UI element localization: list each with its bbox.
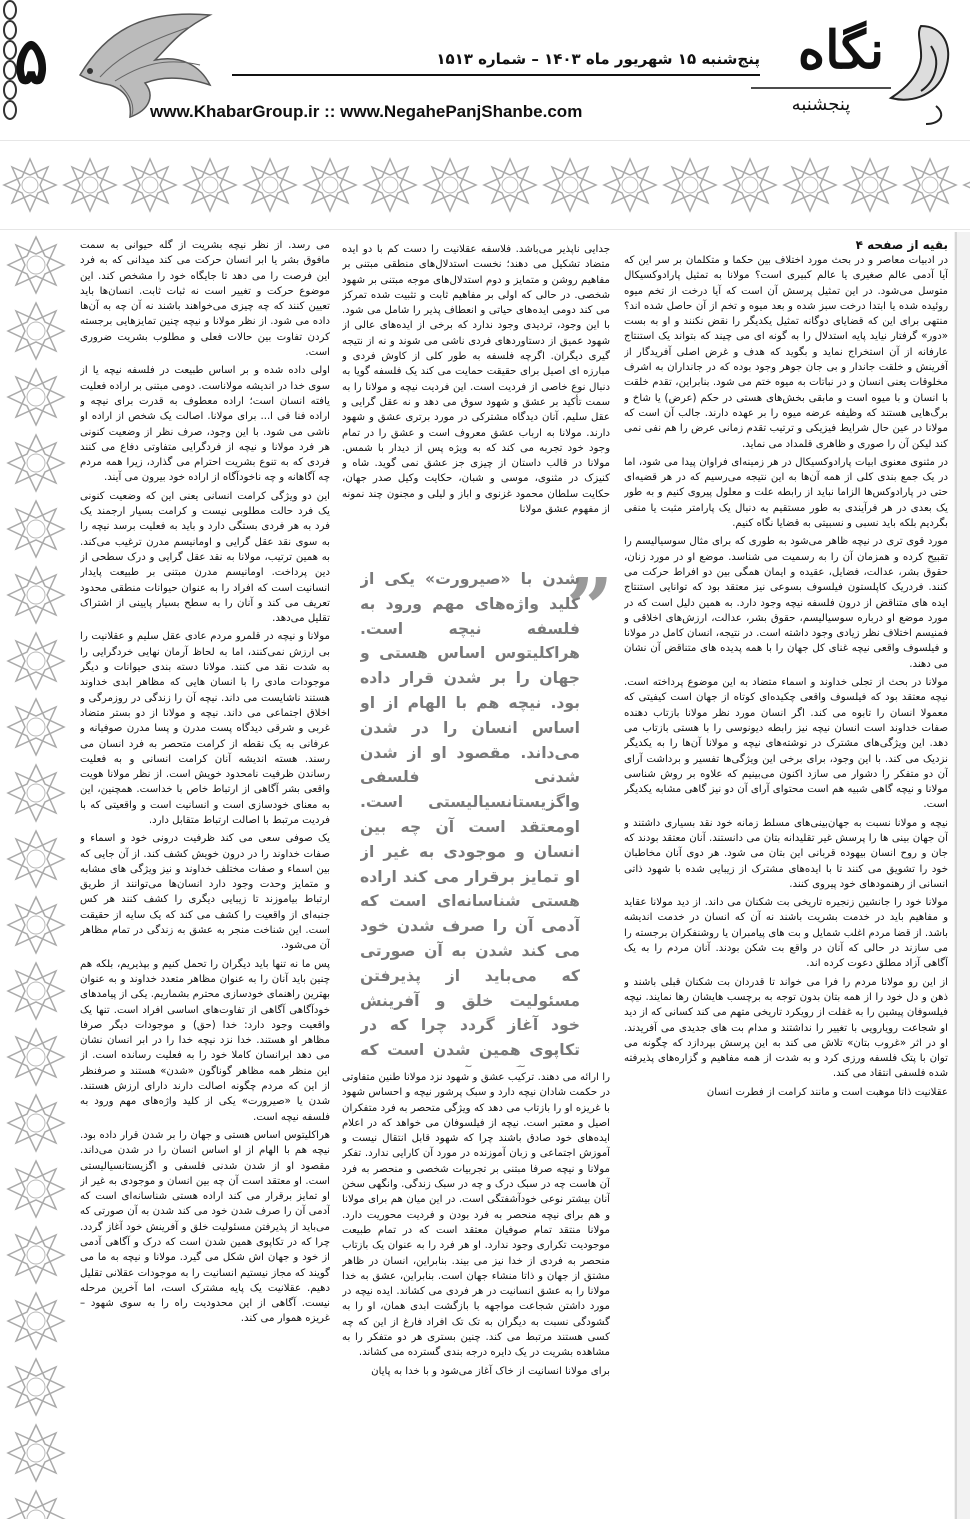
column-2-bottom-paragraph-2: برای مولانا انسانیت از خاک آغاز می‌شود و با خدا به پایان bbox=[371, 1365, 610, 1377]
continued-heading: بقیه از صفحه ۴ bbox=[855, 238, 948, 252]
page-header bbox=[0, 0, 970, 140]
column-2-bottom-paragraph-1: را ارائه می دهند. ترکیب عشق و شهود نزد مولانا طنین متفاوتی در حکمت شادان نیچه دارد و سبک پرشور نیچه و احساس شهود با غریزه او را بازتاب می دهد که ویژگی متحصر به فرد متفکران اصیل و معتبر است. نیچه از فیلسوفان می خواهد که در اعلام ایده‌های خود صادق باشند چرا که شهود قابل انتقال نیست و آموزش اجتماعی و زبان آموزنده در مورد آن کارایی ندارد. تفکر مولانا و نیچه صرفا مبتنی بر تجربیات شخصی و منحصر به فرد آن هاست چه در سبک درک و چه در سبک زندگی. وانگهی سخن آنان بیشتر نوعی خودآشفتگی است. در این میان هم برای مولانا و هم برای نیچه منحصر به فرد بودن و فردیت محوریت دارد. مولانا منتقد تمام صوفیان معتقد است که در تمام طبیعت موجودیت تکراری وجود ندارد. او هر فرد را به عنوان یک بازتاب منحصر به فردی از خدا نیز می بیند. بنابراین، انسان در ظاهر مشتق از جهان و ذاتا منشاء جهان است. بنابراین، عشق به خدا مولانا را به عشق انسانیت در هر فردی می کشاند. ایده نیچه در مورد داشتن شجاعت مواجهه با بازگشت ابدی همان، او را به گشودگی نسبت به دیگران به تک تک افراد فارغ از این که چه کسی هستند مرتبط می کند. چنین بستری هر دو متفکر را به مشاهده بشریت در یک دایره درجه بندی گسترده می کشاند. bbox=[342, 1072, 610, 1359]
quotation-mark-icon: ” bbox=[566, 561, 614, 657]
column-2-top-paragraph: جدایی ناپذیر می‌باشد. فلاسفه عقلانیت را دست کم با دو ایده متضاد تشکیل می دهند؛ نخست استدلال‌های منطقی مبتنی بر مفاهیم روشن و متمایز و دوم استدلال‌های موجه مبتنی بر شهود شخصی. در حالی که اولی بر مفاهیم ثابت و تثبیت شده تمرکز می کند دومی ایده‌های حیاتی و انعطاف پذیر را شامل می شود. با این وجود، تردیدی وجود ندارد که برخی از ایده‌های عالی از شهود عمیق از دستاوردهای فردی ناشی می شوند و نه از نتیجه گیری دیگران. اگرچه فلسفه به طور کلی از کاوش فردی و مبارزه ای اصیل برای حقیقت حمایت می کند یک فلسفه گویا به دنبال نوع خاصی از فردیت است. این فردیت نیچه و مولانا را به سمت تأکید بر عشق و شهود سوق می دهد و نه عقل گرایی و عقل سلیم. آنان دیدگاه مشترکی در مورد برتری عشق و شهود دارند. مولانا به ارباب عشق معروف است و عشق را در تمام وجود خود تجربه می کند که به ویژه پس از دیدار با شمس. مولانا در قالب داستان از چیزی جز عشق نمی گوید. شاه و کنیزک در مثنوی، موسی و شبان، حکایت وکیل صدر جهان، حکایت سلطان محمود غزنوی و اباز و لیلی و مجنون چند نمونه از مفهوم عشق مولانا bbox=[342, 244, 610, 516]
logo-text: نگاه bbox=[797, 20, 885, 81]
page-number: ۵ bbox=[14, 24, 49, 99]
column-1-paragraph-2: در مثنوی معنوی ابیات پارادوکسیکال در هر زمینه‌ای فراوان پیدا می شود، اما در یک جمع بندی کلی از همه آن‌ها به این نتیجه می‌رسیم که در هر قضیه‌ای حتی در پارادوکس‌ها الزاما نباید از رابطه علت و معلول پیروی کنیم و به طور یک بعدی در هر فرآیندی به طور مستقیم به دنبال یک پارامتر مثبت یا منفی بگردیم بلکه باید نسبی و نسبیتی به قضایا نگاه کنیم. bbox=[624, 456, 948, 530]
newspaper-logo bbox=[721, 6, 956, 131]
header-divider bbox=[232, 74, 760, 76]
column-3-paragraph-6: پس ما نه تنها باید دیگران را تحمل کنیم و بپذیریم، بلکه هم چنین باید آنان را به عنوان مظاهر متعدد خداوند و به عنوان بهترین راهنمای خودسازی محترم بشماریم. یکی از پیامدهای خودآگاهی آگاهی از تفاوت‌های اساسی افراد است. تنها یک واقعیت وجود دارد: خدا (حق) و موجودات دیگر صرفا مظاهر او هستند. خدا نزد نیچه خدا را در ابر انسان نشان می دهد ابرانسان کاملا خود را به فعلیت رسانده است. از این منظر همه مظاهر گوناگون «شدن» هستند و صرفنظر از این که مردم چگونه اصالت دارند دارای ارزش هستند. شدن یا «صیرورت» یکی از کلید واژه‌های مهم ورود به فلسفه نیچه است. bbox=[80, 958, 330, 1123]
article-column-2-top bbox=[342, 242, 610, 560]
column-1-paragraph-1: در ادبیات معاصر و در بحث مورد اختلاف بین حکما و متکلمان بر سر این که آیا آدمی عالم صغیری یا عالم کبیری است؟ مولانا به تمثیل پارادوکسیکال متوسل می‌شود. در این تمثیل پرسش آن است که آیا درخت از تخم میوه روئیده شده یا ابتدا درخت سبز شده و بعد میوه و تخم از آن حاصل شده اند؟ منتهی برای این که قضایای دوگانه تمثیل یکدیگر را نقض نکنند و او به بست «دور» گرفتار نیاید پایه استدلال را به گونه ای می چیند که بتواند یک استنتاج عارفانه از آن استخراج نماید و بگوید که هدف و غرض اصلی آفریدگار از آفرینش و خلقت جاندار و بی جان جوهر وجود بوده که در جانداران به اشرف مخلوقات یعنی انسان و در نباتات به میوه ختم می شود. بنابراین، تقدم خلقت با انسان و با میوه است و مابقی بخش‌های هستی در حکم (عرض) یا شاخ و برگ‌هایی هستند که وظیفه عرضه میوه را بر عهده دارند. جالب آن است که مولانا در عین حال شرایط فیزیکی و ترتیب تقدم زمانی عرض را هم نفی نمی کند لیکن آن را صوری و ظاهری قلمداد می نماید. bbox=[624, 255, 948, 450]
column-1-paragraph-3: مورد قوی تری در نیچه ظاهر می‌شود به طوری که برای مثال سوسیالیسم را تقبیح کرده و همزمان آن را به رسمیت می شناسد. موضع او در مورد زنان، حقوق بشر، عدالت، فضایل، عقیده و ایمان همگی بین دو افراط حرکت می کنند. فردریک کاپلستون فیلسوف بسوعی نیز معتقد بود که توانایی استنتاج ایده های متناقض از درون فلسفه نیچه وجود دارد. به همین دلیل است که در مورد موضع او درباره سوسیالیسم، حقوق بشر، عدالت، ارزش‌های اخلاقی و فمنیسم اختلاف نظر زیادی وجود داشته است. در نتیجه، انسان کامل در مولانا و فیلسوف واقعی نیچه غنای کل جهان را با همه پدیده های متناقض آن نشان می دهند. bbox=[624, 536, 948, 670]
article-column-3 bbox=[80, 238, 330, 1498]
column-3-paragraph-4: مولانا و نیچه در قلمرو مردم عادی عقل سلیم و عقلانیت را بی ارزش نمی‌کنند، اما به لحاظ آرمان نهایی خردگرایی را به شدت نقد می کنند. مولانا دسته بندی حیوانات و دیگر موجودات مادی را با انسان هایی که مظاهر ابدی خداوند هستند ناشایست می داند. نیچه آن را زندگی در روزمرگی و اخلاق اجتماعی می داند. نیچه و مولانا از دو بستر متضاد غربی و شرقی دیدگاه پست مدرن و پسا مدرن صوفیانه و عرفانی به یک نقطه از کرامت متحصر به فرد انسان می رسند. هسته اندیشه آنان کرامت انسانی و به فعلیت رساندن ظرفیت نامحدود خویش است. از نظر مولانا هویت واقعی بشر آگاهی از ارتباط خاص با خداست. همچنین، این به معنای خودسازی است و انسانیت است و واقعیتی که با فردیت مرتبط با اصالت ارتباط متقابل دارد. bbox=[80, 631, 330, 826]
column-1-paragraph-7: از این رو مولانا مردم را فرا می خواند تا قدردان بت شکنان قبلی باشند و ذهن و دل خود را از همه بتان بدون توجه به برچسب هایشان رها نمایند. نیچه فیلسوفان پیشین را به غفلت از رویکرد تاریخی متهم می کند کسانی که از دید او شجاعت رویارویی با تغییر را نداشتند و مدام بت های جدیدی می آفریدند. او در اثر «غروب بتان» تلاش می کند به این پرسش بپردازد که چگونه می توان با پتک فلسفه ورزی کرد و به شدت از همه مفاهیم و گزاره‌های پذیرفته شده فلسفی انتقاد می کند. bbox=[624, 976, 948, 1080]
column-3-paragraph-3: این دو ویژگی کرامت انسانی یعنی این که وضعیت کنونی یک فرد حالت مطلوبی نیست و کرامت بسیار ارجمند یک فرد به هر فردی بستگی دارد و باید به فعلیت برسد نیچه را به سوی نقد عقل گرایی و اومانیسم مدرن ترغیب می‌کند. به همین ترتیب، مولانا به نقد عقل گرایی و درک سطحی از دین پرداخت. اومانیسم مدرن مبتنی بر طبیعت پایدار انسانیت است که افراد را به عنوان حیوانات منطقی محدود تعریف می کند و آنان را به سطح بسیار پایینی از اشتراک تقلیل می‌دهد. bbox=[80, 490, 330, 625]
column-1-paragraph-8: عقلانیت ذاتا موهبت است و مانند کرامت از فطرت انسان bbox=[706, 1086, 948, 1098]
column-1-paragraph-4: مولانا در بحث از تجلی خداوند و اسماء متضاد به این موضوع پرداخته است. نیچه معتقد بود که فیلسوف واقعی چکیده‌ای کوتاه از جهان است کیفیتی که معمولا انسان را تابوه می کند. اگر انسان مورد نظر مولانا بازتاب دهنده صفات خداوند است انسان نیچه نیز رابطه دیونوسی را با هستی بازتاب می دهد. این ویژگی‌های مشترک در نوشته‌های نیچه و مولانا آن‌ها را به یکدیگر نزدیک می کند. با این وجود، برای برخی این ویژگی‌ها تفسیر و برداشت آرای آن دو متفکر را دشوار می سازد اکنون می‌بینیم که علاوه بر روش شناسی مولانا و نیچه گاهی شبیه هم است محتوای آرای آن دو نیز گاهی مشابه یکدیگر است. bbox=[624, 677, 948, 811]
column-3-paragraph-1: می رسد. از نظر نیچه بشریت از گله حیوانی به سمت مافوق بشر یا ابر انسان حرکت می کند میدانی که به فرد این فرصت را می دهد تا جایگاه خود را مشخص کند. این موضوع حرکت و تغییر است نه ثبات ثابت. انسان‌ها باید تعیین کنند که چه چیزی می‌خواهند باشند نه آن چه به آن‌ها داده می شود. از نظر مولانا و نیچه چنین تمایزهایی برجسته کردن تفاوت بین حالات فعلی و مطلوب بشریت ضروری است. bbox=[80, 240, 330, 359]
article-column-2-bottom bbox=[342, 1070, 610, 1490]
column-1-paragraph-6: مولانا خود را جانشین زنجیره تاریخی بت شکنان می داند. از دید مولانا عقاید و مفاهیم باید در خدمت بشریت باشند نه آن که انسان در خدمت اندیشه باشد. از قضا مردم اغلب شمایل و بت های پیامبران یا روشنفکران برجسته را می سازند در حالی که آنان در واقع بت شکن بودند. آنان مردم را به یک آگاهی آزاد مطلق دعوت کرده اند. bbox=[624, 897, 948, 970]
pull-quote: شدن با «صیرورت» یکی از کلید واژه‌های مهم ورود به فلسفه نیچه است. هراکلیتوس اساس هستی و جهان را بر شدن قرار داده بود. نیچه هم با الهام از او اساس انسان را در شدن می‌داند. مقصود او از شدن شدنی فلسفی واگزیستانسیالیستی است. اومعتقد است آن چه بین انسان و موجودی به غیر از او تمایز برقرار می کند اراده هستی شناسانه‌ای است که آدمی آن را صرف شدن خود می کند شدن به آن صورتی که می‌باید از پذیرفتن مسئولیت خلق و آفرینش خود آغاز گردد چرا که در تکاپوی همین شدن است که bbox=[360, 570, 580, 1060]
column-1-paragraph-5: نیچه و مولانا نسبت به جهان‌بینی‌های مسلط زمانه خود نقد بسیاری داشتند و آن جهان بینی ها را پرسش غیر تقلیدانه بتان می دانستند. آنان معتقد بودند که جان و روح انسان بیهوده قربانی این بتان می شود. هر دوی آنان مخاطبان خود را تشویق می کنند تا با ایده‌های مشترک از زیبایی شده با شهود ذاتی انسانی از رهنمودهای خود پیروی کنند. bbox=[624, 817, 948, 890]
right-ornament-border bbox=[954, 232, 970, 1519]
logo-subtitle: پنجشنبه bbox=[791, 94, 851, 115]
column-3-paragraph-2: اولی داده شده و بر اساس طبیعت در فلسفه نیچه یا از سوی خدا در اندیشه مولاناست. دومی مبتنی بر اراده فعلیت یافته انسان است؛ اراده معطوف به قدرت برای نیچه و اراده فنا فی ا... برای مولانا. اصالت یک شخص از اراده او ناشی می شود. با این وجود، صرف نظر از وضعیت کنونی هر فرد مولانا و نیچه از فردگرایی متفاوتی دفاع می کنند فردی که به تنوع بشریت احترام می گذارد، زیرا همه مردم چه آگاهانه و چه ناخودآگاه از اراده خود بیرون می آیند. bbox=[80, 365, 330, 484]
website-urls[interactable]: www.KhabarGroup.ir :: www.NegahePanjShanbe.com bbox=[150, 102, 583, 121]
issue-date-line: پنج‌شنبه ۱۵ شهریور ماه ۱۴۰۳ – شماره ۱۵۱۳ bbox=[436, 50, 760, 68]
left-ornament-border bbox=[0, 232, 72, 1519]
column-3-paragraph-5: یک صوفی سعی می کند ظرفیت درونی خود و اسماء و صفات خداوند را در درون خویش کشف کند. از آن جایی که بین اسماء و صفات مختلف خداوند و نیز ویژگی های مشابه و متمایز وحدت وجود دارد انسان‌ها می‌توانند از طریق ارتباط بیاموزند تا زیبایی دیگری را کشف کنند هر کس جنبه‌ای از واقعیت را کشف می کند که یک سایه از حقیقت است. این شناخت منجر به عشق به زندگی در تمام مظاهر آن می‌شود. bbox=[80, 833, 330, 952]
ornamental-star-band bbox=[0, 140, 970, 230]
column-3-paragraph-7: هراکلیتوس اساس هستی و جهان را بر شدن قرار داده بود. نیچه هم با الهام از او اساس انسان را در شدن می‌داند. مقصود او از شدن شدنی فلسفی و اگزیستانسیالیستی است. او معتقد است آن چه بین انسان و موجودی به غیر از او تمایز برقرار می کند اراده هستی شناسانه‌ای است که آدمی آن را صرف شدن خود می کند شدن به آن صورتی که می‌باید از پذیرفتن مسئولیت خلق و آفرینش خود آغاز گردد. چرا که در تکاپوی همین شدن است که درک و آگاهی آدمی از خود و جهان اش شکل می گیرد. مولانا و نیچه به ما می گویند که مجاز نیستیم انسانیت را به موجودات عقلانی تقلیل دهیم. عقلانیت یک پایه مشترک است، اما آخرین مرحله نیست. آگاهی از این محدودیت راه را به سوی شهود – غریزه هموار می کند. bbox=[80, 1129, 330, 1325]
article-column-1 bbox=[624, 238, 948, 1498]
